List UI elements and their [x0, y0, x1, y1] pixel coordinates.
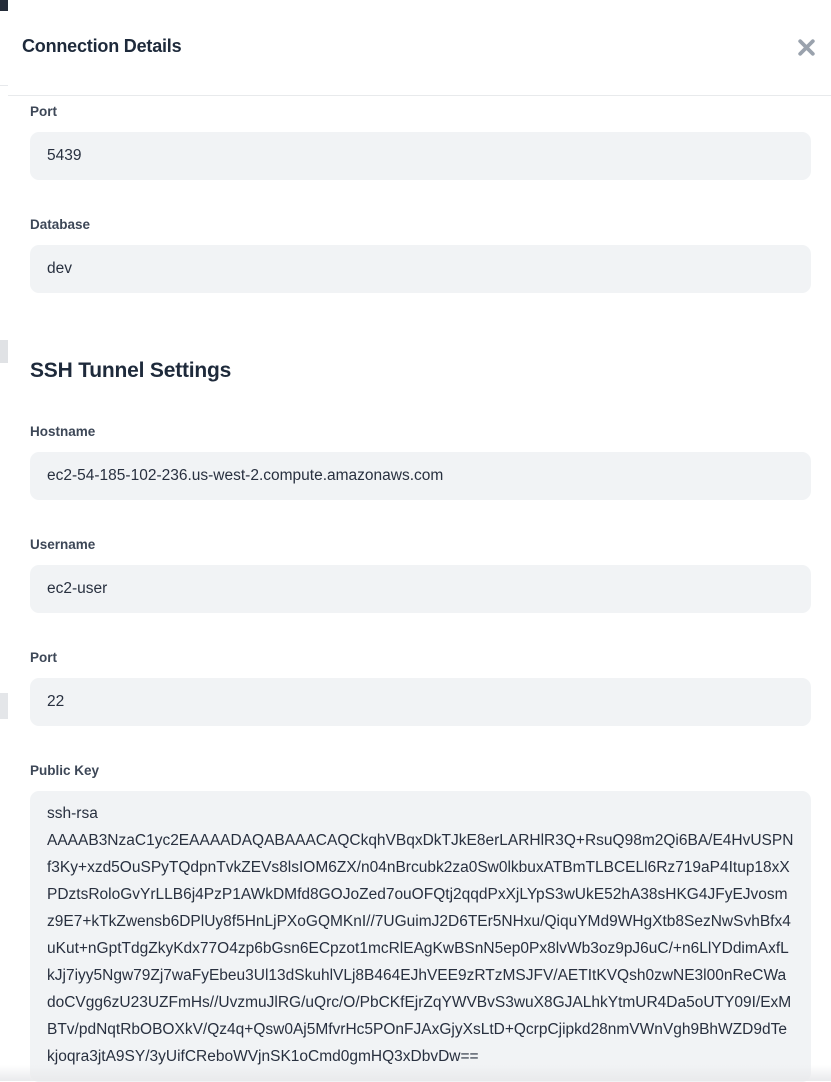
- modal-title: Connection Details: [22, 36, 182, 56]
- ssh-port-label: Port: [30, 650, 57, 665]
- connection-details-modal: [8, 0, 831, 1081]
- ssh-port-input[interactable]: 22: [30, 678, 811, 726]
- ssh-tunnel-settings-heading: SSH Tunnel Settings: [30, 359, 232, 382]
- underlying-divider: [0, 85, 8, 86]
- database-label: Database: [30, 217, 91, 232]
- close-button[interactable]: [794, 35, 818, 59]
- username-label: Username: [30, 537, 96, 552]
- public-key-textarea[interactable]: ssh-rsa AAAAB3NzaC1yc2EAAAADAQABAAACAQCkqhVBqxDkTJkE8erLARHlR3Q+RsuQ98m2Qi6BA/E4HvUSPNf3Ky+xzd5OuSPyTQdpnTvkZEVs8lsIOM6ZX/n04nBrcubk2za0Sw0lkbuxATBmTLBCELl6Rz719aP4Itup18xXPDztsRoloGvYrLLB6j4PzP1AWkDMfd8GOJoZed7ouOFQtj2qqdPxXjLYpS3wUkE52hA38sHKG4JFyEJvosmz9E7+kTkZwensb6DPlUy8f5HnLjPXoGQMKnI//7UGuimJ2D6TEr5NHxu/QiquYMd9WHgXtb8SezNwSvhBfx4uKut+nGptTdgZkyKdx77O4zp6bGsn6ECpzot1mcRlEAgKwBSnN5ep0Px8lvWb3oz9pJ6uC/+n6LlYDdimAxfLkJj7iyy5Ngw79Zj7waFyEbeu3Ul13dSkuhlVLj8B464EJhVEE9zRTzMSJFV/AETItKVQsh0zwNE3l00nReCWadoCVgg6zU23UZFmHs//UvzmuJlRG/uQrc/O/PbCKfEjrZqYWVBvS3wuX8GJALhkYtmUR4Da5oUTY09I/ExMBTv/pdNqtRbOBOXkV/Qz4q+Qsw0Aj5MfvrHc5POnFJAxGjyXsLtD+QcrpCjipkd28nmVWnVgh9BhWZD9dTekjoqra3jtA9SY/3yUifCReboWVjnSK1oCmd0gmHQ3xDbvDw==: [30, 791, 811, 1082]
- public-key-label: Public Key: [30, 763, 100, 778]
- database-input[interactable]: dev: [30, 245, 811, 293]
- close-icon: [796, 37, 817, 58]
- username-input[interactable]: ec2-user: [30, 565, 811, 613]
- underlying-gray-block: [0, 340, 8, 363]
- underlying-dark-block: [0, 0, 8, 11]
- hostname-input[interactable]: ec2-54-185-102-236.us-west-2.compute.amazonaws.com: [30, 452, 811, 500]
- port-input[interactable]: 5439: [30, 132, 811, 180]
- underlying-gray-block: [0, 693, 8, 719]
- underlying-page-sliver: [0, 0, 8, 1081]
- modal-header: [8, 0, 831, 96]
- port-label: Port: [30, 104, 57, 119]
- modal-body: [8, 96, 831, 1082]
- hostname-label: Hostname: [30, 424, 96, 439]
